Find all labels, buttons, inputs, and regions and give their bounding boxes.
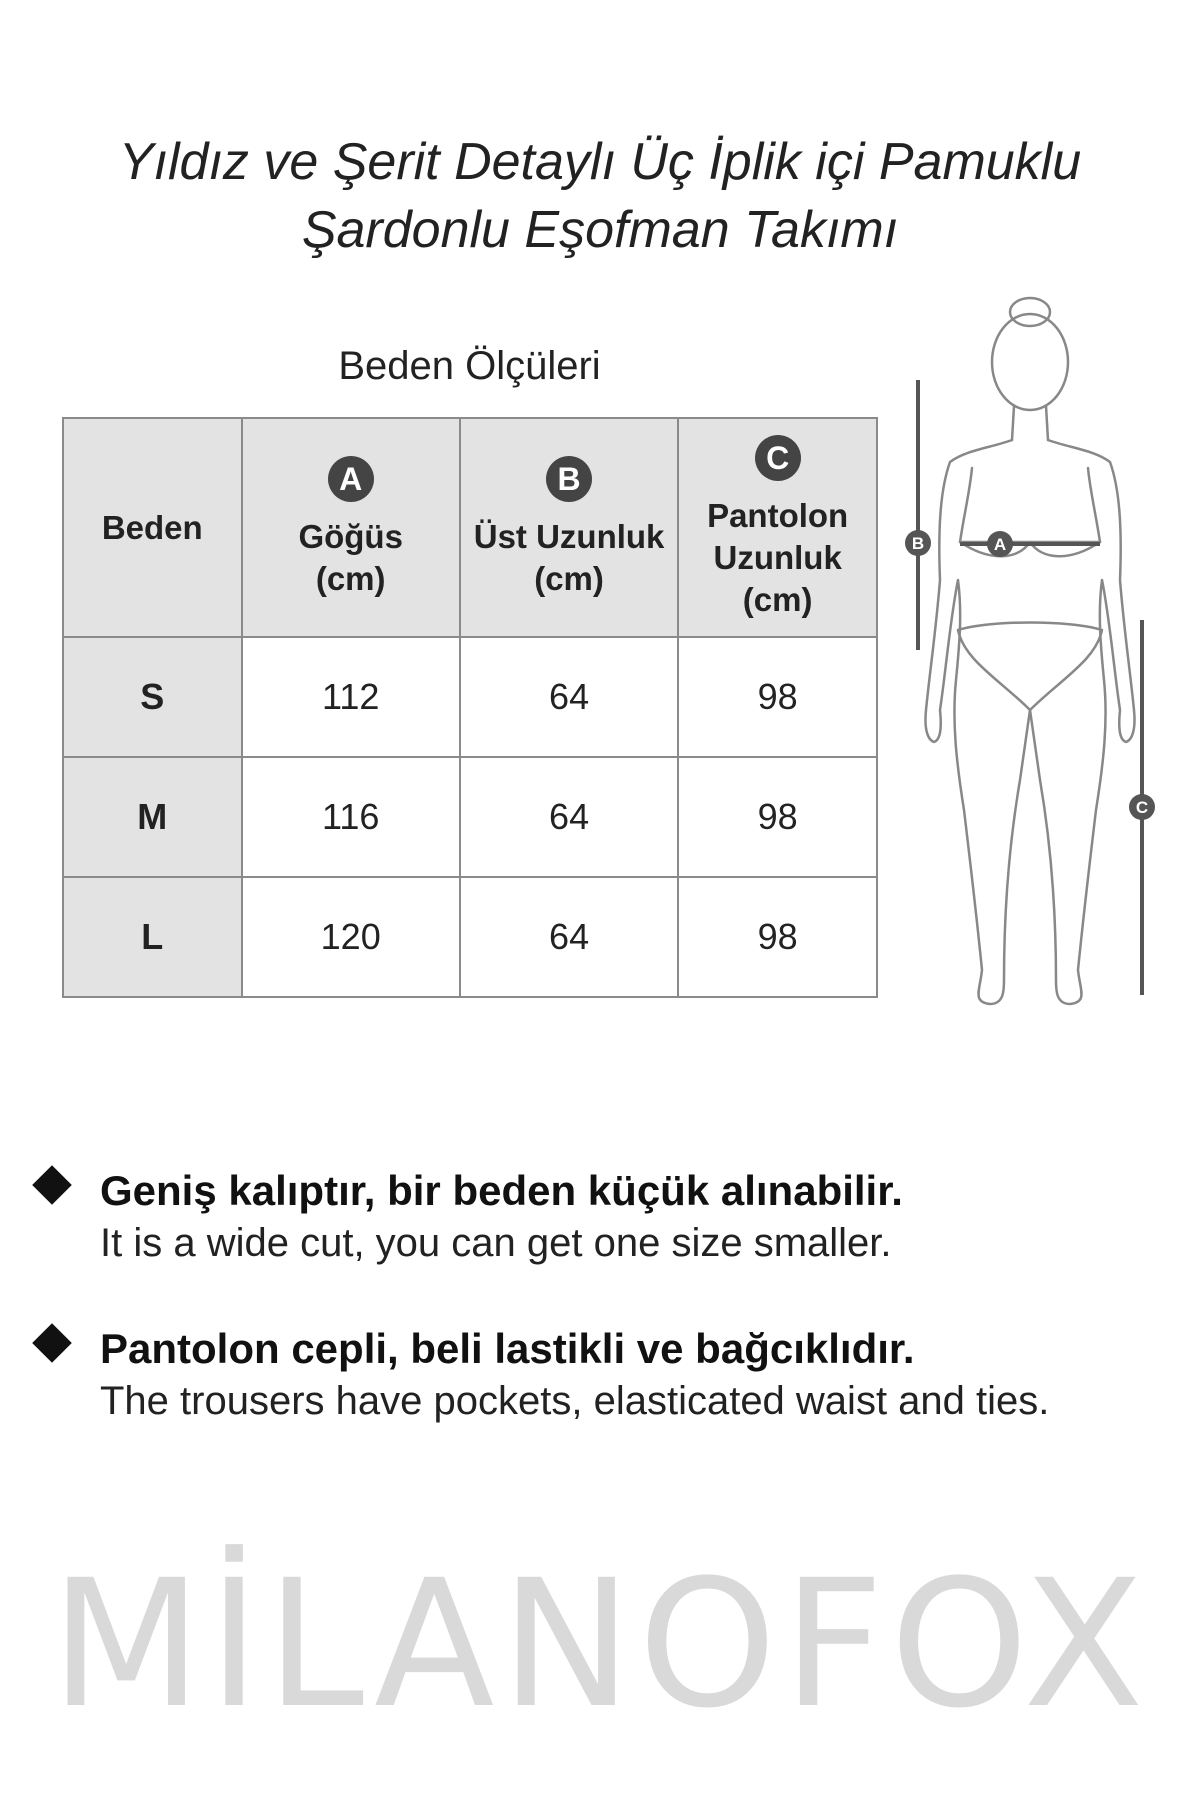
product-title (0, 128, 1200, 264)
body-measurement-figure (900, 290, 1160, 1020)
svg-text:B: B (911, 534, 925, 553)
header-chest-unit: (cm) (315, 559, 386, 597)
chest-cell: 116 (242, 757, 460, 877)
badge-b: B (546, 456, 592, 502)
pants-length-cell: 98 (678, 877, 877, 997)
product-title-line2: Şardonlu Eşofman Takımı (301, 201, 899, 259)
size-table (62, 417, 878, 998)
product-title-line1: Yıldız ve Şerit Detaylı Üç İplik içi Pamuklu (118, 133, 1082, 191)
note-en: The trousers have pockets, elasticated waist and ties. (100, 1379, 1050, 1423)
chest-cell: 112 (242, 637, 460, 757)
header-top-length-label: Üst Uzunluk (473, 517, 665, 555)
table-row (63, 637, 877, 757)
top-length-cell: 64 (460, 637, 678, 757)
svg-text:A: A (993, 535, 1007, 554)
note-wide-cut (100, 1165, 1180, 1269)
note-trousers (100, 1323, 1180, 1427)
header-chest (242, 418, 460, 637)
marker-a-icon (987, 531, 1013, 557)
note-tr: Pantolon cepli, beli lastikli ve bağcıklıdır. (100, 1325, 915, 1372)
header-pants-length-label2: Uzunluk (713, 538, 842, 576)
table-row (63, 757, 877, 877)
marker-b-icon (905, 530, 931, 556)
note-en: It is a wide cut, you can get one size smaller. (100, 1221, 892, 1265)
pants-length-cell: 98 (678, 757, 877, 877)
chest-cell: 120 (242, 877, 460, 997)
top-length-cell: 64 (460, 757, 678, 877)
note-tr: Geniş kalıptır, bir beden küçük alınabilir. (100, 1167, 903, 1214)
size-cell: L (63, 877, 242, 997)
body-outline (925, 298, 1134, 1004)
header-size-label: Beden (101, 508, 203, 546)
header-top-length-unit: (cm) (534, 559, 604, 597)
pants-length-cell: 98 (678, 637, 877, 757)
header-pants-length (678, 418, 877, 637)
badge-a: A (328, 456, 374, 502)
badge-c: C (755, 435, 801, 481)
top-length-cell: 64 (460, 877, 678, 997)
size-cell: S (63, 637, 242, 757)
header-pants-length-label1: Pantolon (707, 496, 849, 534)
header-pants-length-unit: (cm) (742, 580, 813, 618)
header-size (63, 418, 242, 637)
table-row (63, 877, 877, 997)
diamond-bullet-icon (32, 1165, 72, 1205)
size-cell: M (63, 757, 242, 877)
diamond-bullet-icon (32, 1323, 72, 1363)
size-table-header-row (63, 418, 877, 637)
marker-c-icon (1129, 794, 1155, 820)
svg-text:C: C (1135, 798, 1149, 817)
header-chest-label: Göğüs (298, 517, 403, 555)
brand-logo: MİLANOFOX (50, 1542, 1150, 1747)
header-top-length (460, 418, 678, 637)
size-table-caption: Beden Ölçüleri (338, 344, 601, 388)
